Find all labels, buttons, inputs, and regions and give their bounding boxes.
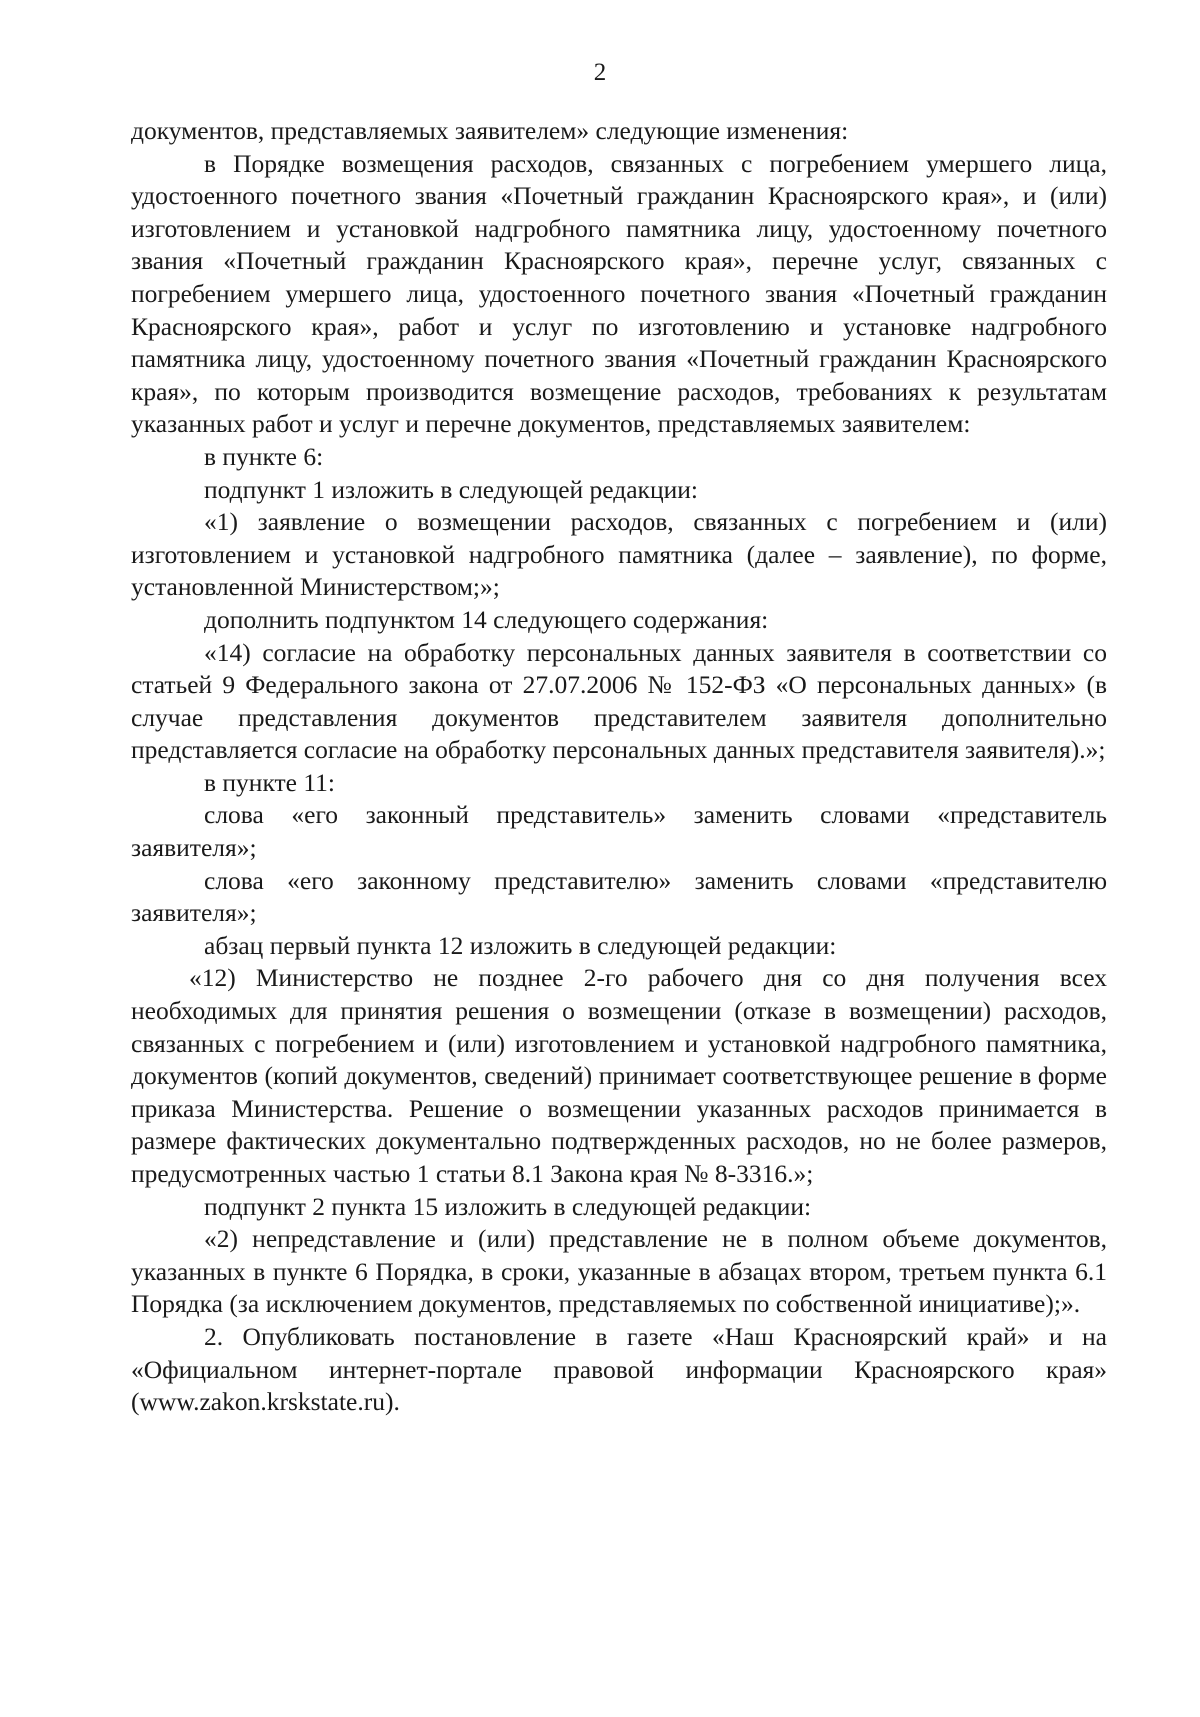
paragraph: слова «его законный представитель» заменить словами «представитель заявителя»; [131,800,1107,863]
paragraph: слова «его законному представителю» заменить словами «представителю заявителя»; [131,865,1107,928]
paragraph: 2. Опубликовать постановление в газете «Наш Красноярский край» и на «Официальном интернет-портале правовой информации Красноярского края» (www.zakon.krskstate.ru). [131,1321,1107,1417]
paragraph: в Порядке возмещения расходов, связанных с погребением умершего лица, удостоенного почетного звания «Почетный гражданин Красноярского края», и (или) изготовлением и установкой надгробного памятника лицу, удостоенному почетного звания «Почетный гражданин Красноярского края», перечне услуг, связанных с погребением умершего лица, удостоенного почетного звания «Почетный гражданин Красноярского края», работ и услуг по изготовлению и установке надгробного памятника лицу, удостоенному почетного звания «Почетный гражданин Красноярского края», по которым производится возмещение расходов, требованиях к результатам указанных работ и услуг и перечне документов, представляемых заявителем: [131,148,1107,439]
paragraph: в пункте 6: [204,441,324,471]
paragraph: дополнить подпунктом 14 следующего содержания: [204,604,769,634]
page-number: 2 [593,59,607,86]
paragraph: абзац первый пункта 12 изложить в следующей редакции: [204,930,837,960]
paragraph: «2) непредставление и (или) представление не в полном объеме документов, указанных в пункте 6 Порядка, в сроки, указанные в абзацах втором, третьем пункта 6.1 Порядка (за исключением документов, представляемых по собственной инициативе);». [131,1224,1107,1319]
paragraph: документов, представляемых заявителем» следующие изменения: [131,116,849,145]
document-body [131,115,1107,1419]
paragraph: «1) заявление о возмещении расходов, связанных с погребением и (или) изготовлением и установкой надгробного памятника (далее – заявление), по форме, установленной Министерством;»; [131,507,1107,602]
paragraph: подпункт 1 изложить в следующей редакции: [204,474,698,504]
paragraph: «12) Министерство не позднее 2-го рабочего дня со дня получения всех необходимых для принятия решения о возмещении (отказе в возмещении) расходов, связанных с погребением и (или) изготовлением и установкой надгробного памятника, документов (копий документов, сведений) принимает соответствующее решение в форме приказа Министерства. Решение о возмещении указанных расходов принимается в размере фактических документально подтвержденных расходов, но не более размеров, предусмотренных частью 1 статьи 8.1 Закона края № 8-3316.»; [131,963,1107,1188]
paragraph: «14) согласие на обработку персональных данных заявителя в соответствии со статьей 9 Федерального закона от 27.07.2006 № 152-ФЗ «О персональных данных» (в случае представления документов представителем заявителя дополнительно представляется согласие на обработку персональных данных представителя заявителя).»; [131,637,1107,765]
paragraph: в пункте 11: [204,767,335,797]
paragraph: подпункт 2 пункта 15 изложить в следующей редакции: [204,1191,812,1221]
